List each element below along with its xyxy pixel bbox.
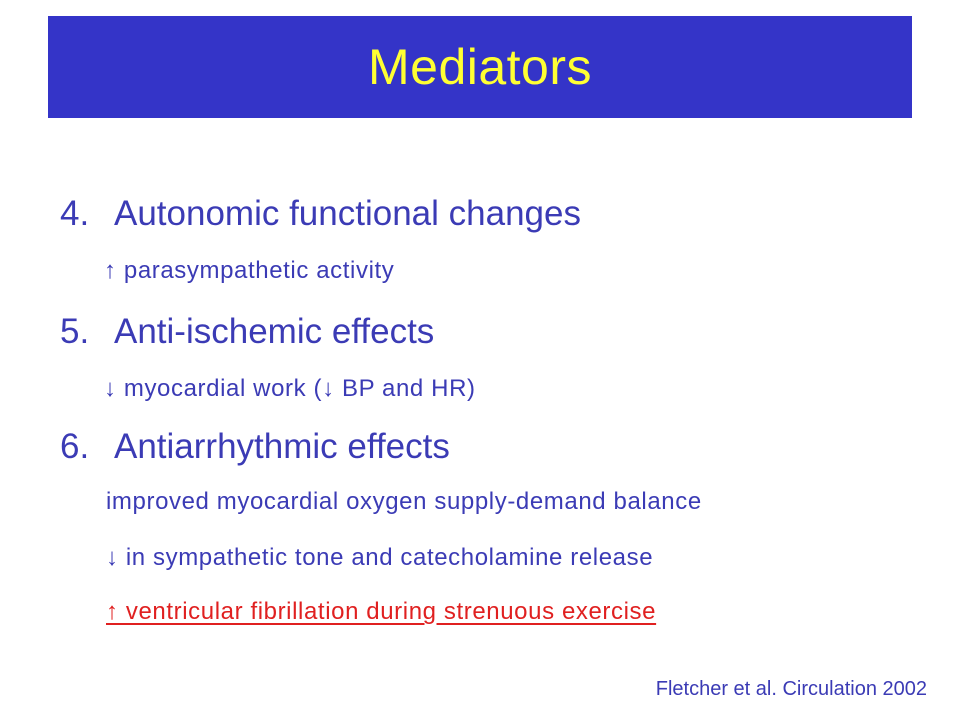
list-item-detail: ↑ parasympathetic activity [104,257,395,284]
list-item-heading: Anti-ischemic effects [114,312,435,351]
list-item-number: 4. [60,194,90,233]
list-item-number: 5. [60,312,90,351]
highlighted-detail: ↑ ventricular fibrillation during strenuous exercise [106,598,657,625]
list-item-6 [60,429,450,464]
list-item-detail: ↓ in sympathetic tone and catecholamine release [106,544,654,571]
list-item-detail: improved myocardial oxygen supply-demand balance [106,488,702,515]
list-item-heading: Autonomic functional changes [114,194,581,233]
list-item-detail: ↓ myocardial work (↓ BP and HR) [104,375,476,402]
slide-title: Mediators [367,39,593,95]
list-item-5 [60,314,434,349]
list-item-number: 6. [60,427,90,466]
citation: Fletcher et al. Circulation 2002 [655,678,927,700]
title-bar [48,16,912,118]
list-item-heading: Antiarrhythmic effects [114,427,450,466]
list-item-4 [60,196,581,231]
